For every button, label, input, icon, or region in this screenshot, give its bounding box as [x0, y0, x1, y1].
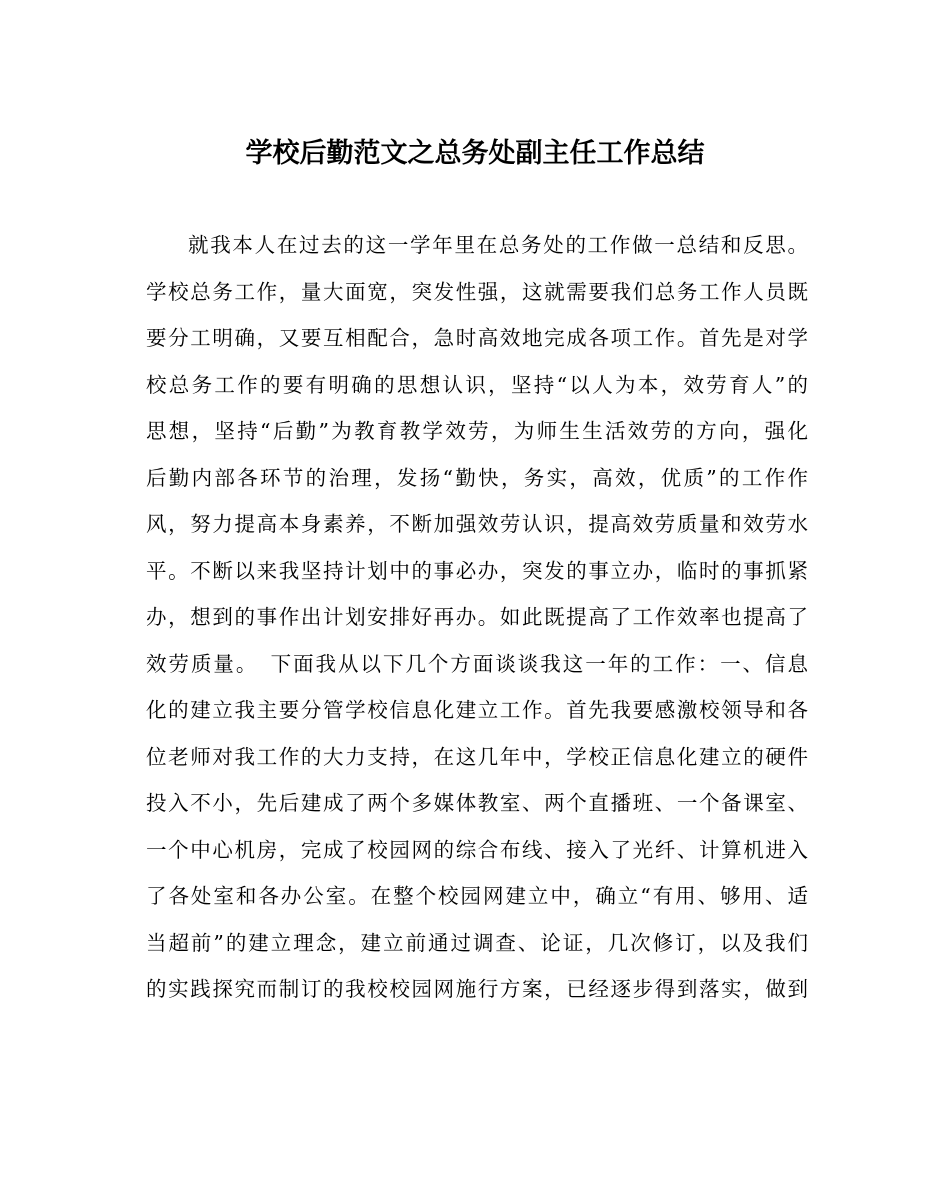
body-line: 办，想到的事作出计划安排好再办。如此既提高了工作效率也提高了: [146, 605, 808, 629]
body-line: 一个中心机房，完成了校园网的综合布线、接入了光纤、计算机进入: [146, 837, 808, 862]
body-line: 思想，坚持“后勤”为教育教学效劳，为师生生活效劳的方向，强化: [146, 419, 808, 443]
body-line: 投入不小，先后建成了两个多媒体教室、两个直播班、一个备课室、: [146, 791, 808, 815]
body-line: 就我本人在过去的这一学年里在总务处的工作做一总结和反思。: [188, 233, 808, 257]
body-line: 要分工明确，又要互相配合，急时高效地完成各项工作。首先是对学: [146, 326, 808, 350]
body-line: 风，努力提高本身素养，不断加强效劳认识，提高效劳质量和效劳水: [146, 512, 808, 536]
body-line: 效劳质量。 下面我从以下几个方面谈谈我这一年的工作：一、信息: [146, 651, 808, 676]
document-title: 学校后勤范文之总务处副主任工作总结: [245, 138, 705, 169]
body-line: 位老师对我工作的大力支持，在这几年中，学校正信息化建立的硬件: [146, 744, 808, 769]
body-line: 当超前”的建立理念，建立前通过调查、论证，几次修订，以及我们: [146, 930, 808, 955]
body-line: 化的建立我主要分管学校信息化建立工作。首先我要感激校领导和各: [146, 698, 808, 722]
body-line: 后勤内部各环节的治理，发扬“勤快，务实，高效，优质”的工作作: [146, 465, 808, 490]
body-line: 校总务工作的要有明确的思想认识，坚持“以人为本，效劳育人”的: [146, 372, 808, 397]
document-body: [146, 222, 808, 1013]
body-line: 的实践探究而制订的我校校园网施行方案，已经逐步得到落实，做到: [146, 977, 808, 1001]
body-line: 平。不断以来我坚持计划中的事必办，突发的事立办，临时的事抓紧: [146, 558, 808, 583]
body-line: 学校总务工作，量大面宽，突发性强，这就需要我们总务工作人员既: [146, 279, 808, 304]
body-line: 了各处室和各办公室。在整个校园网建立中，确立“有用、够用、适: [146, 884, 808, 908]
